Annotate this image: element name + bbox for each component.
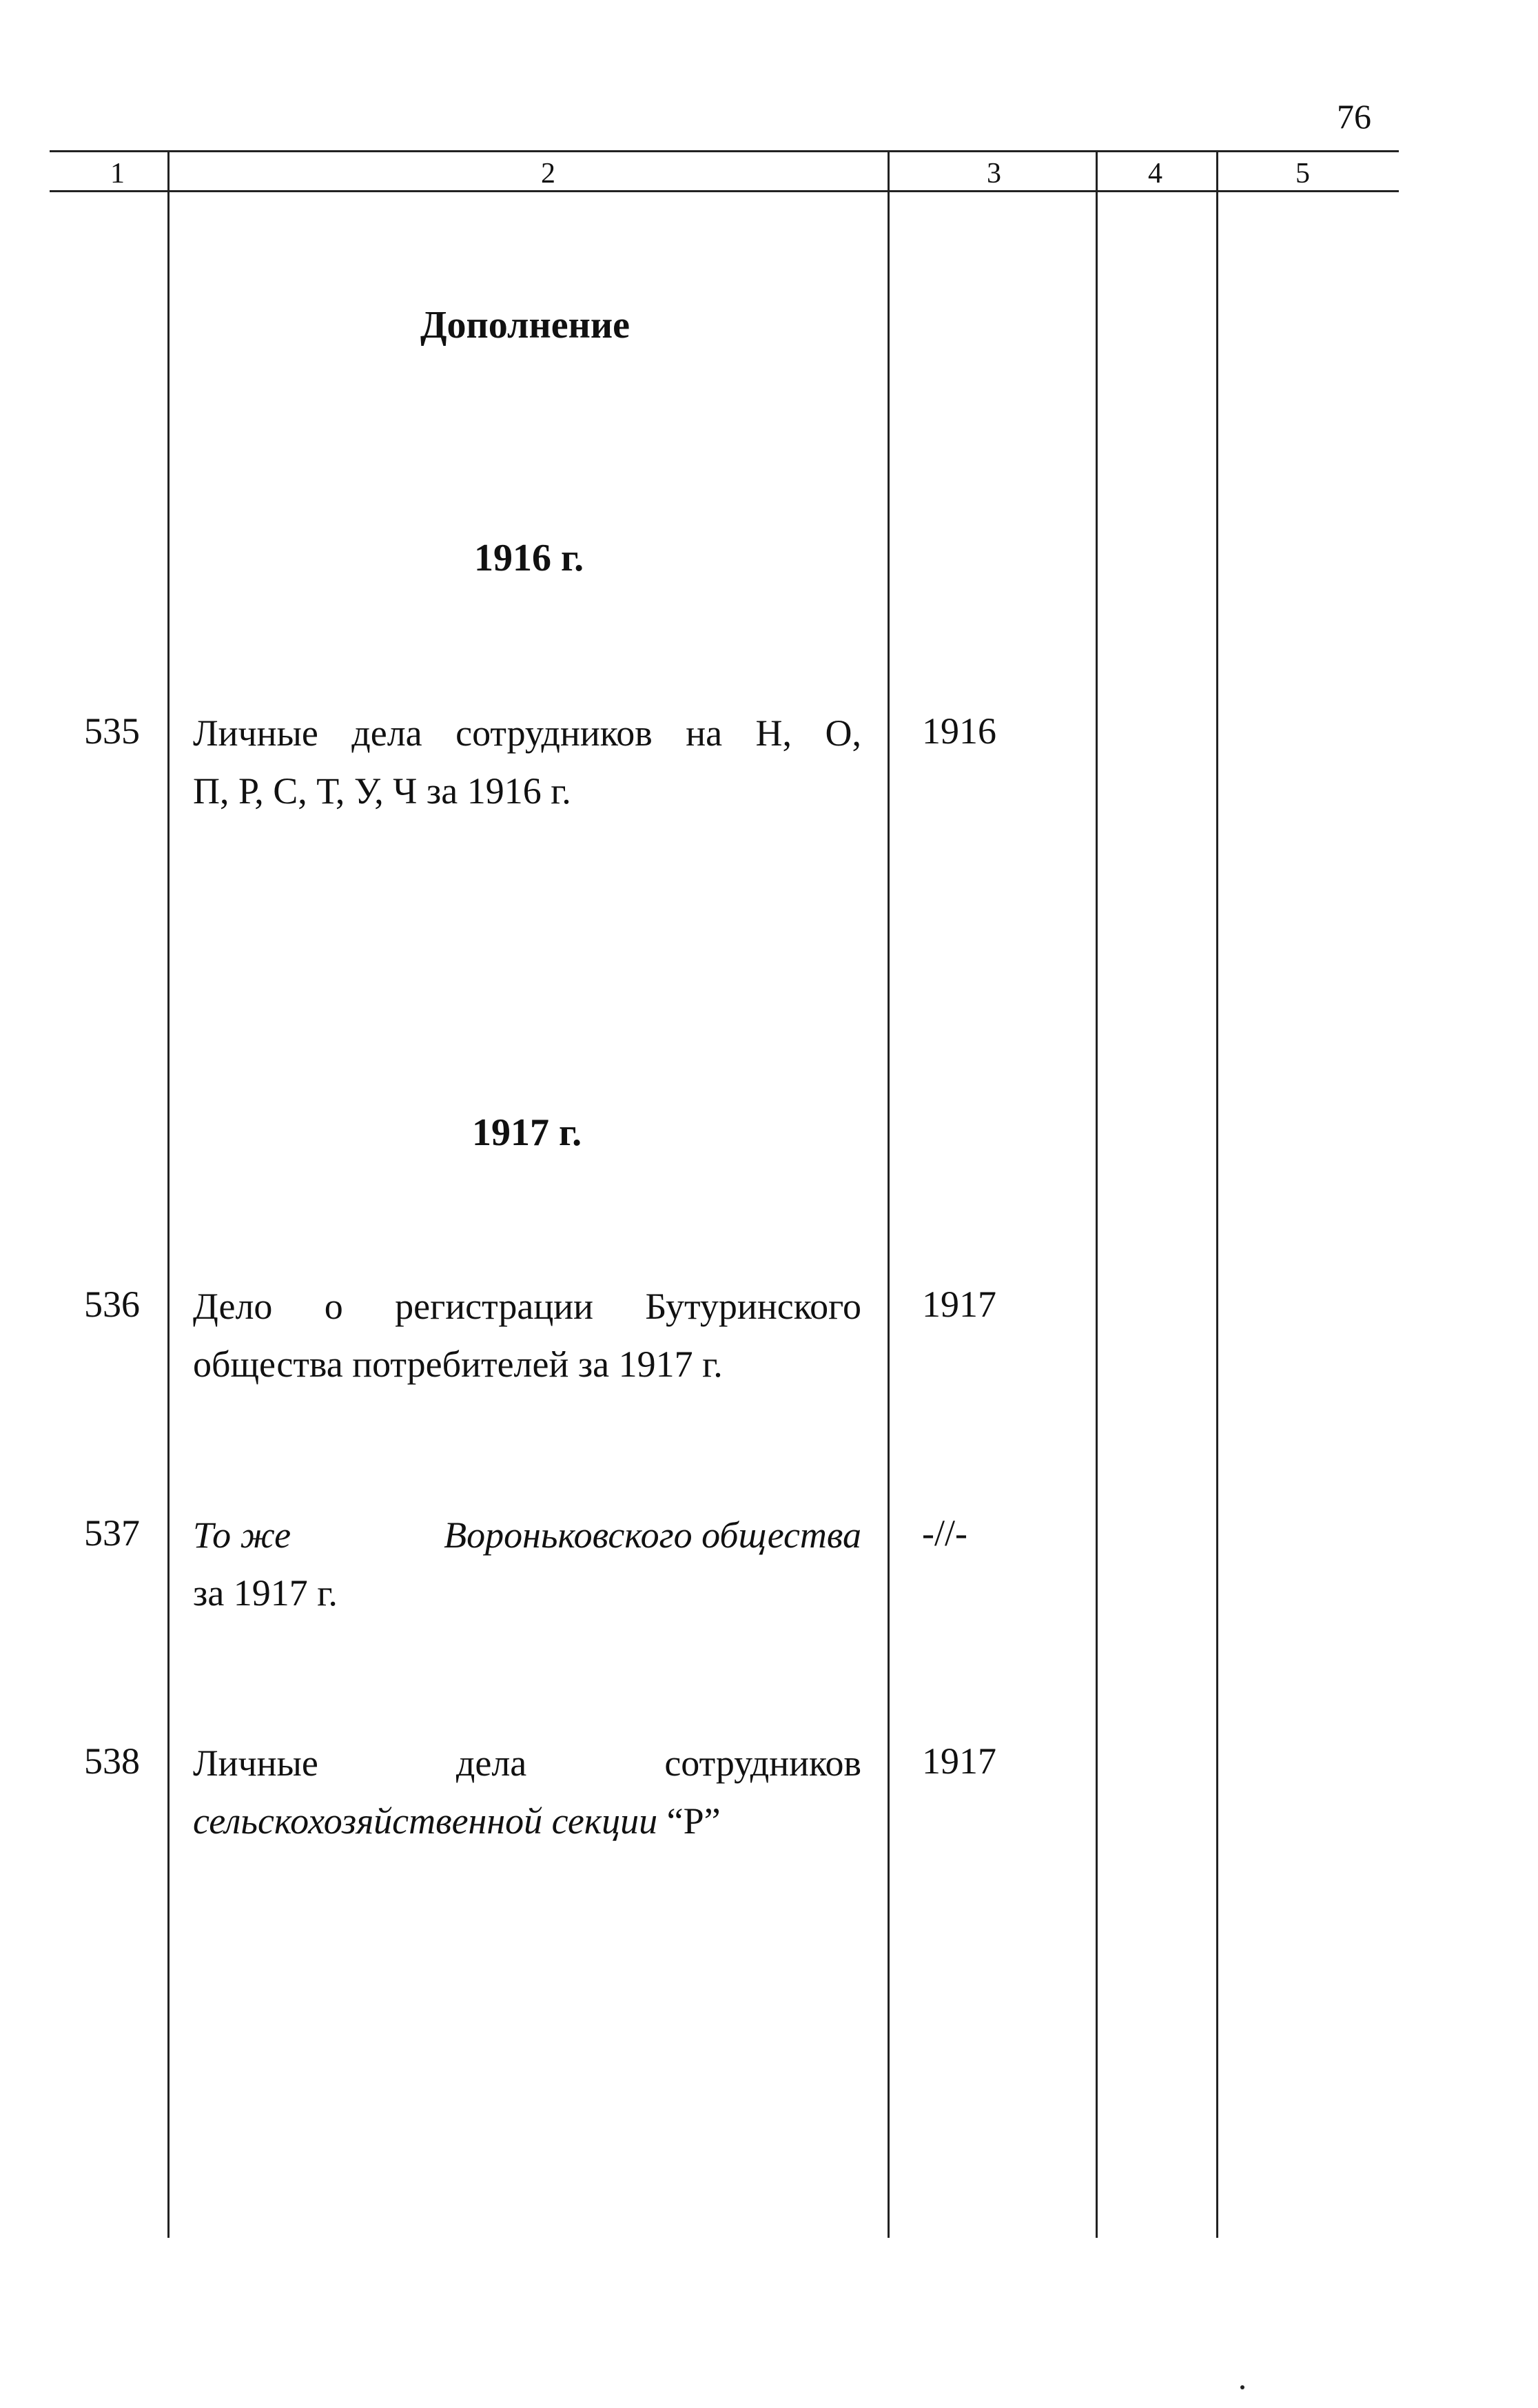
year-heading-1917: 1917 г. [472, 1111, 582, 1154]
year-heading-1916: 1916 г. [474, 537, 584, 579]
entry-536-date: 1917 [922, 1284, 996, 1325]
entry-535-description [193, 704, 861, 820]
column-divider-3 [1096, 150, 1098, 2238]
entry-536-line-1: Дело о регистрации Бутуринского [193, 1286, 861, 1327]
entry-537-line-1 [193, 1506, 861, 1564]
entry-537-line-2: за 1917 г. [193, 1572, 338, 1614]
column-divider-1 [167, 150, 170, 2238]
column-number-2: 2 [541, 158, 555, 189]
column-divider-4 [1216, 150, 1218, 2238]
entry-537-date: -//- [922, 1512, 967, 1554]
section-title: Дополнение [420, 304, 630, 347]
entry-535-date: 1916 [922, 710, 996, 752]
entry-537-ditto: То же [193, 1514, 291, 1556]
page-number: 76 [1337, 97, 1371, 136]
column-divider-2 [888, 150, 890, 2238]
entry-537-society-name: Вороньковского общества [444, 1514, 861, 1556]
entry-538-line-1: Личные дела сотрудников [193, 1742, 861, 1784]
column-number-5: 5 [1295, 158, 1310, 189]
entry-535-line-1: Личные дела сотрудников на Н, О, [193, 712, 861, 754]
entry-538-date: 1917 [922, 1740, 996, 1782]
entry-536-description [193, 1277, 861, 1393]
column-number-4: 4 [1148, 158, 1162, 189]
stray-dot [1240, 2385, 1244, 2389]
entry-538-letter: “Р” [666, 1800, 721, 1842]
entry-535-line-2: П, Р, С, Т, У, Ч за 1916 г. [193, 770, 571, 812]
entry-538-line-2 [193, 1792, 861, 1850]
entry-536-line-2: общества потребителей за 1917 г. [193, 1344, 723, 1385]
entry-538-description [193, 1734, 861, 1850]
column-number-1: 1 [110, 158, 125, 189]
entry-535-number: 535 [84, 710, 140, 752]
column-number-3: 3 [987, 158, 1001, 189]
entry-538-section-name: сельскохозяйственной секции [193, 1800, 658, 1842]
entry-537-number: 537 [84, 1512, 140, 1554]
entry-537-description [193, 1506, 861, 1622]
entry-538-number: 538 [84, 1740, 140, 1782]
entry-536-number: 536 [84, 1284, 140, 1325]
table-header-rule [50, 190, 1399, 192]
table-top-rule [50, 150, 1399, 152]
